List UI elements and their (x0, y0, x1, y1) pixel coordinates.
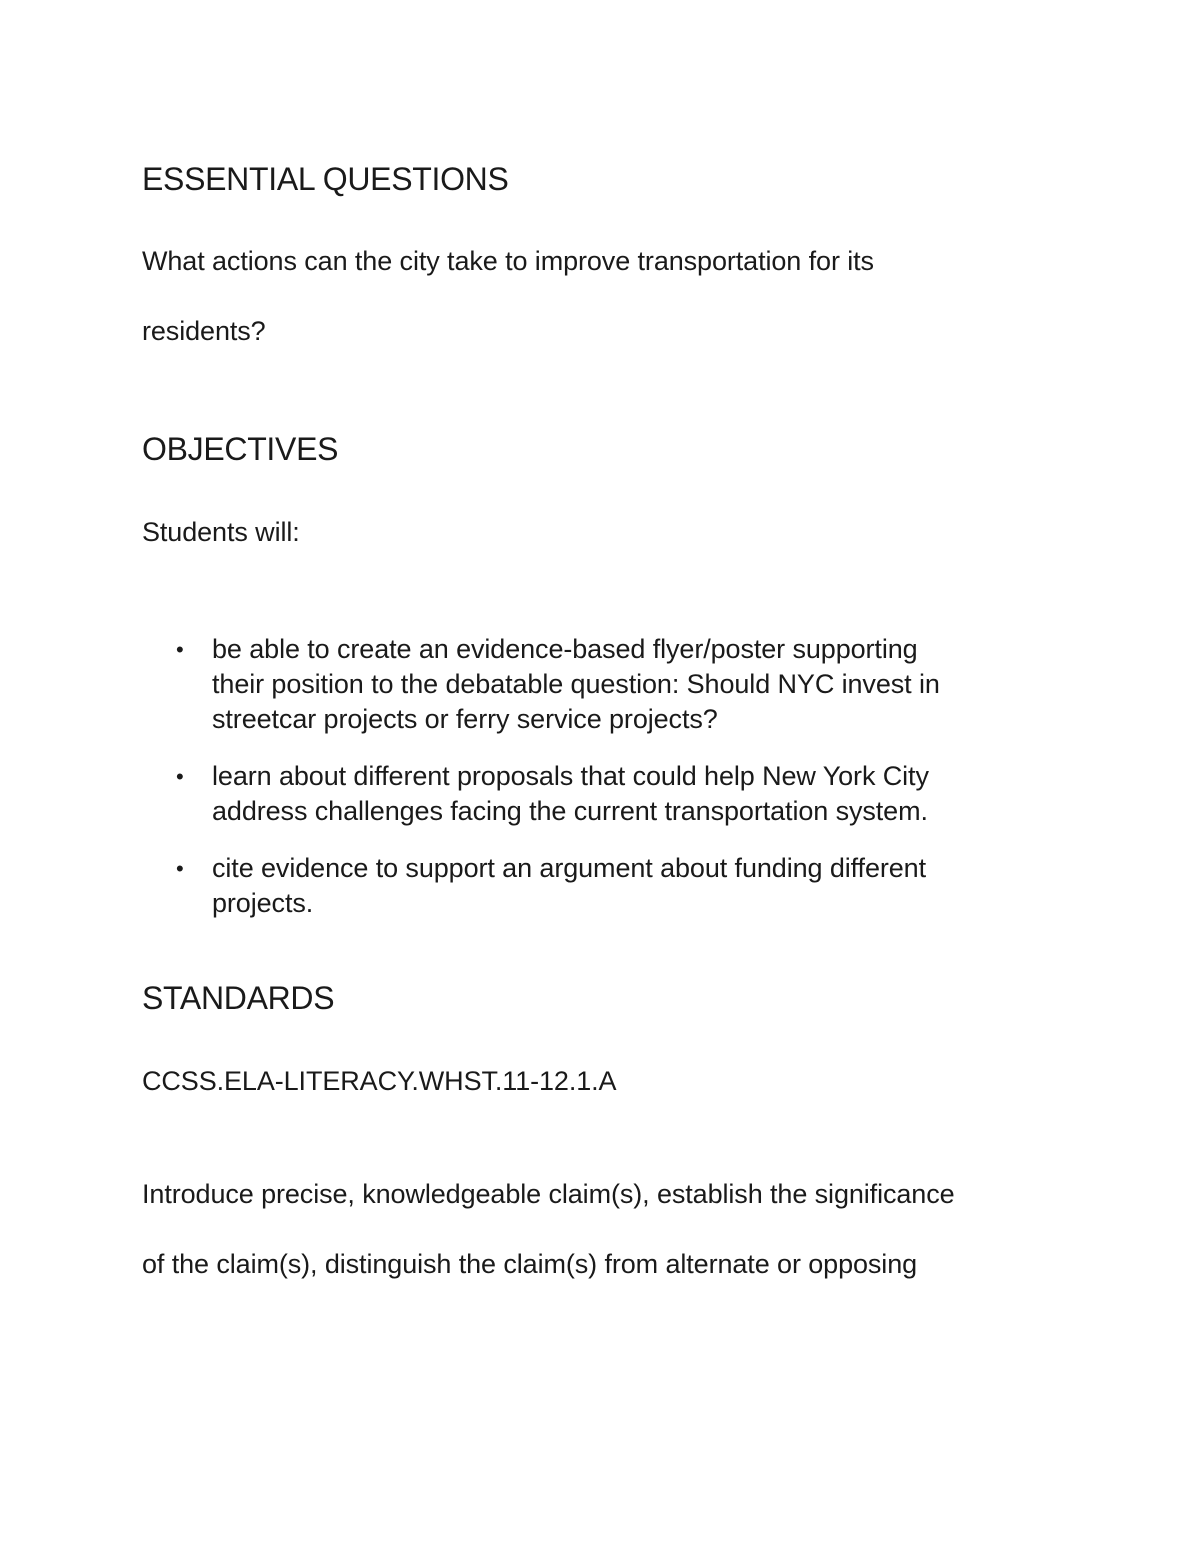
standards-heading: STANDARDS (142, 980, 335, 1016)
standard-text-line-2: of the claim(s), distinguish the claim(s) from alternate or opposing (142, 1249, 918, 1279)
objective-item-3 (176, 851, 1072, 921)
objectives-list (176, 632, 1072, 943)
objective-3-line-1: cite evidence to support an argument about funding different (212, 853, 926, 883)
objective-item-2 (176, 759, 1072, 829)
standard-code: CCSS.ELA-LITERACY.WHST.11-12.1.A (142, 1066, 617, 1096)
objective-2-line-1: learn about different proposals that could help New York City (212, 761, 929, 791)
standard-text-line-1: Introduce precise, knowledgeable claim(s), establish the significance (142, 1179, 955, 1209)
objective-1-line-2: their position to the debatable question: Should NYC invest in (212, 669, 940, 699)
essential-question-line-1: What actions can the city take to improve transportation for its (142, 246, 874, 276)
essential-question-line-2: residents? (142, 316, 266, 346)
objective-1-line-1: be able to create an evidence-based flyer/poster supporting (212, 634, 918, 664)
bullet-icon: • (176, 637, 184, 662)
essential-questions-heading: ESSENTIAL QUESTIONS (142, 161, 509, 197)
objective-1-line-3: streetcar projects or ferry service projects? (212, 704, 718, 734)
bullet-icon: • (176, 856, 184, 881)
bullet-icon: • (176, 764, 184, 789)
objective-2-line-2: address challenges facing the current transportation system. (212, 796, 928, 826)
objective-3-line-2: projects. (212, 888, 314, 918)
objective-item-1 (176, 632, 1072, 737)
objectives-heading: OBJECTIVES (142, 431, 339, 467)
objectives-intro: Students will: (142, 517, 300, 547)
